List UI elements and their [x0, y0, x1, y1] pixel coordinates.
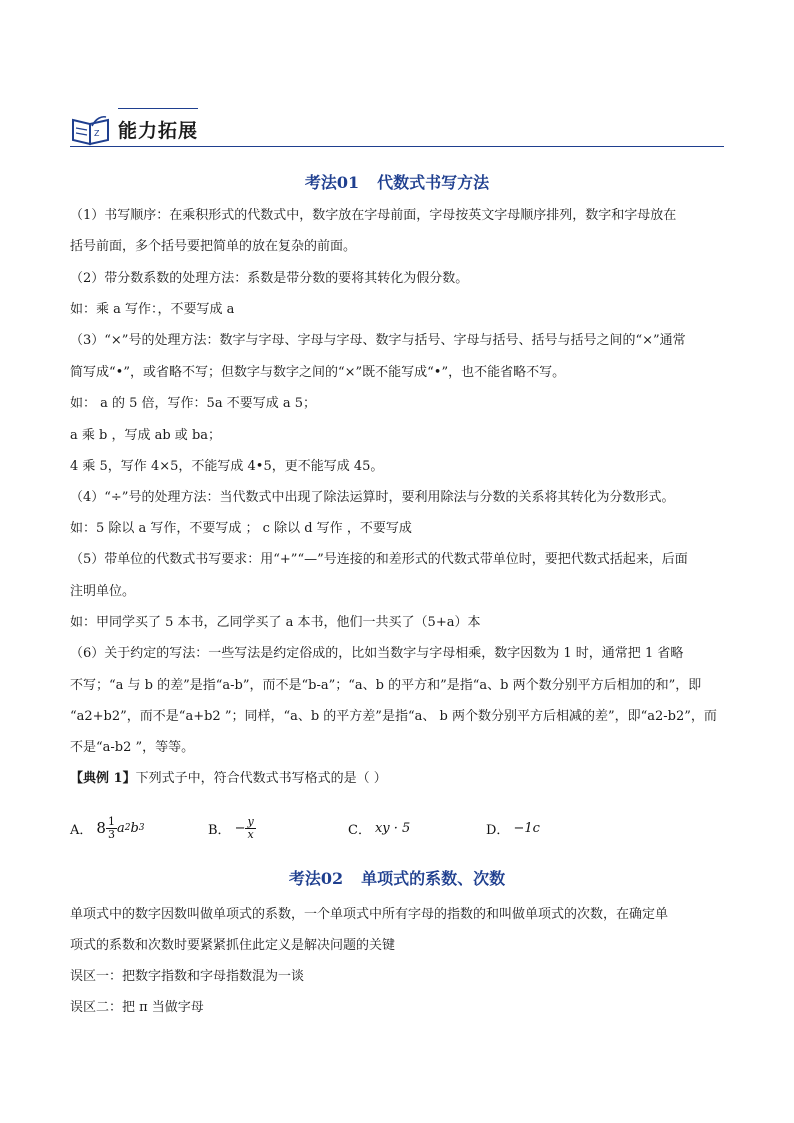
- s1-line-8: a 乘 b ，写成 ab 或 ba；: [70, 428, 222, 443]
- section-header: [70, 106, 724, 148]
- s1-line-11: 如：5 除以 a 写作，不要写成 ； c 除以 d 写作 ，不要写成: [70, 521, 412, 536]
- example-label: 【典例 1】: [70, 771, 136, 786]
- s2-line-4: 误区二：把 π 当做字母: [70, 1000, 204, 1015]
- option-d-letter: D．: [486, 822, 510, 838]
- option-b[interactable]: [208, 808, 256, 848]
- section1-title-text: 代数式书写方法: [377, 173, 490, 192]
- s1-line-5: （3）“×”号的处理方法：数字与字母、字母与字母、数字与括号、字母与括号、括号与括号之间的“×”通常: [70, 333, 686, 348]
- option-a-letter: A．: [70, 822, 93, 838]
- s2-line-2: 项式的系数和次数时要紧紧抓住此定义是解决问题的关键: [70, 938, 396, 953]
- option-a-expr: 8 $\frac{1}{3}$ a 2 b 3: [96, 814, 145, 841]
- example-1: [70, 768, 726, 789]
- s1-line-2: 括号前面，多个括号要把简单的放在复杂的前面。: [70, 239, 357, 254]
- section1-number: 考法01: [304, 173, 360, 192]
- s1-line-1: （1）书写顺序：在乘积形式的代数式中，数字放在字母前面，字母按英文字母顺序排列，数字和字母放在: [70, 208, 677, 223]
- svg-text:Z: Z: [94, 129, 100, 138]
- option-a[interactable]: [70, 808, 145, 848]
- header-title: 能力拓展: [118, 120, 199, 142]
- s1-line-15: （6）关于约定的写法：一些写法是约定俗成的，比如当数字与字母相乘，数字因数为 1 时，通常把 1 省略: [70, 646, 684, 661]
- section2-title-text: 单项式的系数、次数: [361, 869, 506, 888]
- s1-line-18: 不是“a-b2 ”，等等。: [70, 740, 195, 755]
- header-bottom-rule: [70, 146, 724, 147]
- option-d[interactable]: [486, 808, 540, 848]
- s1-line-7: 如： a 的 5 倍，写作：5a 不要写成 a 5；: [70, 396, 316, 411]
- option-c-letter: C．: [348, 822, 371, 838]
- s1-line-10: （4）“÷”号的处理方法：当代数式中出现了除法运算时，要利用除法与分数的关系将其转化为分数形式。: [70, 490, 675, 505]
- section1-title: [0, 170, 794, 193]
- s1-line-17: “a2+b2”，而不是“a+b2 ”；同样，“a、b 的平方差”是指“a、 b 两个数分别平方后相减的差”，即“a2-b2”，而: [70, 709, 717, 724]
- option-b-expr: − $\frac{y}{x}$: [234, 814, 254, 841]
- option-b-letter: B．: [208, 822, 231, 838]
- book-icon: [70, 112, 112, 146]
- option-c[interactable]: [348, 808, 410, 848]
- s1-line-14: 如：甲同学买了 5 本书，乙同学买了 a 本书，他们一共买了（5+a）本: [70, 615, 481, 630]
- s1-line-3: （2）带分数系数的处理方法：系数是带分数的要将其转化为假分数。: [70, 271, 469, 286]
- header-top-rule: [118, 108, 198, 109]
- option-c-expr: xy · 5: [374, 820, 411, 836]
- option-d-expr: −1c: [513, 820, 540, 836]
- answer-options: [70, 808, 726, 848]
- option-a-fraction: $\frac{1}{3}$: [107, 814, 115, 841]
- s1-line-6: 简写成“•”，或省略不写；但数字与数字之间的“×”既不能写成“•”，也不能省略不写。: [70, 365, 566, 380]
- s1-line-12: （5）带单位的代数式书写要求：用“+”“—”号连接的和差形式的代数式带单位时，要把代数式括起来，后面: [70, 552, 688, 567]
- section2-number: 考法02: [288, 869, 344, 888]
- section2-title: [0, 866, 794, 889]
- s2-line-3: 误区一：把数字指数和字母指数混为一谈: [70, 969, 305, 984]
- option-b-fraction: $\frac{y}{x}$: [247, 814, 254, 841]
- example-text: 下列式子中，符合代数式书写格式的是（ ）: [135, 771, 387, 786]
- s2-line-1: 单项式中的数字因数叫做单项式的系数，一个单项式中所有字母的指数的和叫做单项式的次数，在确定单: [70, 907, 669, 922]
- s1-line-13: 注明单位。: [70, 584, 136, 599]
- s1-line-4: 如：乘 a 写作：，不要写成 a: [70, 302, 235, 317]
- s1-line-16: 不写；“a 与 b 的差”是指“a-b”，而不是“b-a”；“a、b 的平方和”是指“a、b 两个数分别平方后相加的和”，即: [70, 678, 702, 693]
- s1-line-9: 4 乘 5，写作 4×5，不能写成 4•5，更不能写成 45。: [70, 459, 384, 474]
